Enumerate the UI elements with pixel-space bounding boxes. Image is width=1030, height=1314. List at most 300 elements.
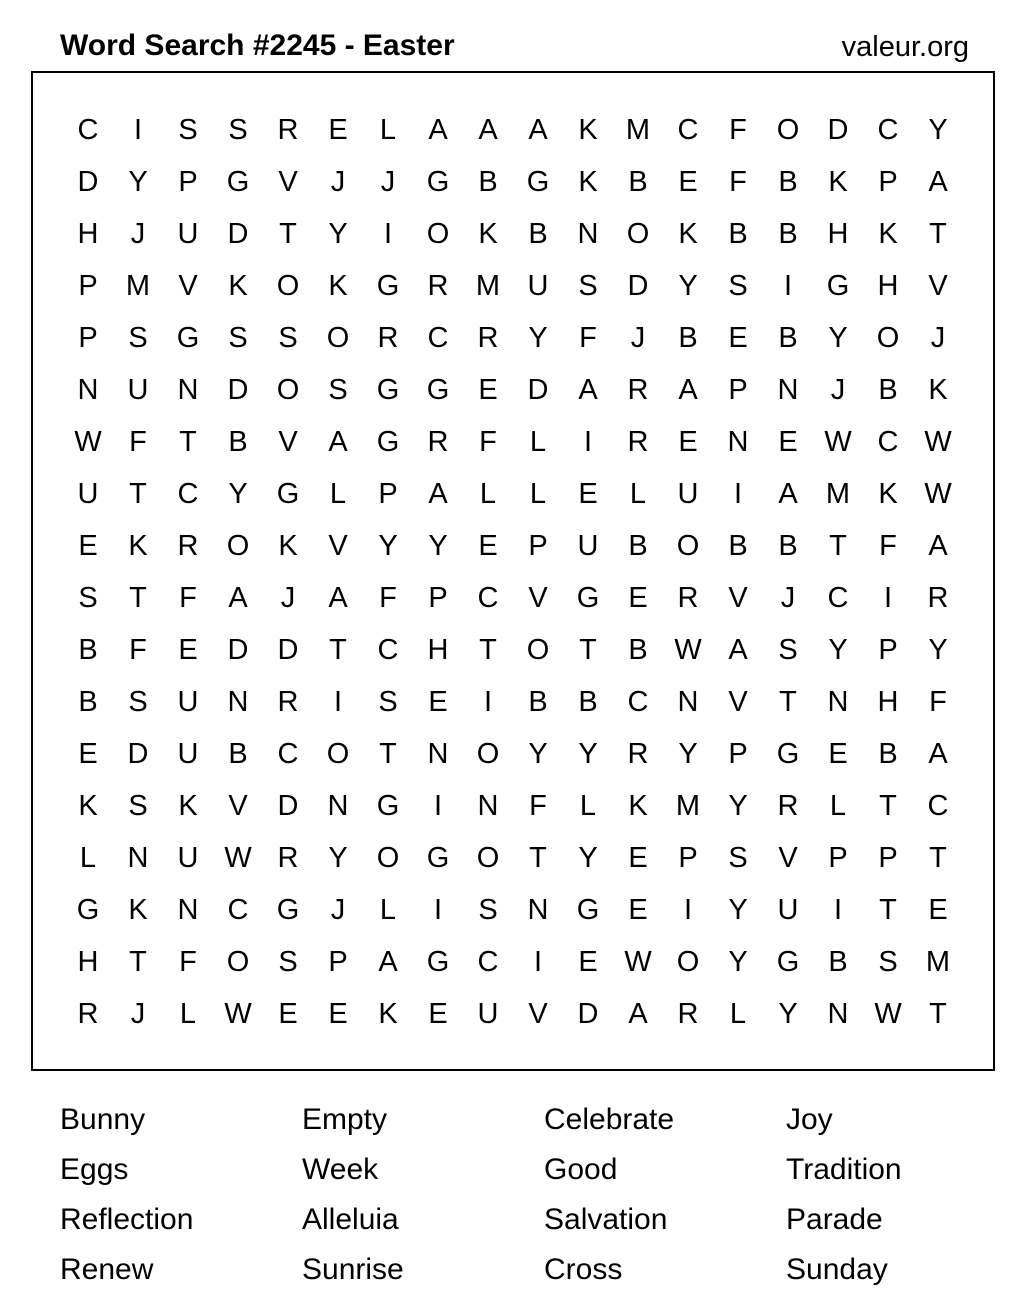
grid-letter: Y — [328, 841, 348, 874]
grid-letter: K — [78, 789, 98, 822]
grid-letter: W — [924, 477, 952, 510]
grid-letter: K — [328, 269, 348, 302]
grid-letter: M — [925, 945, 951, 978]
grid-letter: Y — [528, 321, 548, 354]
grid-letter: R — [427, 425, 449, 458]
grid-letter: D — [277, 633, 299, 666]
grid-letter: P — [378, 477, 398, 510]
grid-letter: G — [576, 581, 600, 614]
word-list-item: Renew — [60, 1253, 154, 1286]
grid-letter: T — [379, 737, 397, 770]
grid-letter: N — [177, 373, 199, 406]
grid-letter: H — [827, 217, 849, 250]
grid-letter: U — [177, 217, 199, 250]
grid-letter: A — [728, 633, 748, 666]
grid-letter: G — [226, 165, 250, 198]
grid-letter: E — [178, 633, 198, 666]
grid-letter: C — [427, 321, 449, 354]
grid-letter: Y — [828, 321, 848, 354]
grid-letter: A — [428, 113, 448, 146]
grid-letter: K — [278, 529, 298, 562]
grid-letter: E — [328, 113, 348, 146]
grid-letter: J — [130, 217, 146, 250]
grid-letter: U — [677, 477, 699, 510]
grid-letter: H — [427, 633, 449, 666]
grid-letter: G — [176, 321, 200, 354]
grid-letter: L — [829, 789, 847, 822]
grid-letter: T — [129, 477, 147, 510]
grid-letter: T — [129, 581, 147, 614]
grid-letter: Y — [678, 737, 698, 770]
grid-letter: U — [177, 841, 199, 874]
grid-letter: J — [830, 373, 846, 406]
grid-letter: C — [477, 945, 499, 978]
grid-letter: R — [477, 321, 499, 354]
grid-letter: T — [129, 945, 147, 978]
grid-letter: O — [376, 841, 400, 874]
grid-letter: O — [226, 529, 250, 562]
grid-letter: O — [426, 217, 450, 250]
grid-letter: G — [526, 165, 550, 198]
grid-letter: O — [676, 529, 700, 562]
grid-letter: O — [276, 373, 300, 406]
grid-letter: J — [130, 997, 146, 1030]
grid-letter: A — [528, 113, 548, 146]
grid-letter: I — [483, 685, 493, 718]
grid-letter: H — [877, 685, 899, 718]
grid-letter: V — [528, 581, 548, 614]
grid-letter: E — [628, 841, 648, 874]
grid-letter: K — [678, 217, 698, 250]
grid-letter: J — [780, 581, 796, 614]
grid-letter: S — [78, 581, 98, 614]
grid-letter: K — [628, 789, 648, 822]
grid-letter: B — [628, 165, 648, 198]
grid-letter: Y — [928, 633, 948, 666]
grid-letter: T — [579, 633, 597, 666]
grid-letter: R — [927, 581, 949, 614]
grid-letter: A — [578, 373, 598, 406]
grid-letter: F — [179, 581, 197, 614]
grid-letter: W — [74, 425, 102, 458]
grid-letter: C — [827, 581, 849, 614]
grid-letter: W — [824, 425, 852, 458]
grid-letter: I — [683, 893, 693, 926]
grid-letter: V — [178, 269, 198, 302]
grid-letter: V — [728, 685, 748, 718]
grid-letter: Y — [728, 945, 748, 978]
grid-letter: T — [279, 217, 297, 250]
grid-letter: R — [77, 997, 99, 1030]
grid-letter: E — [78, 529, 98, 562]
grid-letter: G — [776, 737, 800, 770]
grid-letter: G — [426, 841, 450, 874]
grid-letter: U — [177, 685, 199, 718]
grid-letter: O — [476, 737, 500, 770]
grid-letter: P — [878, 165, 898, 198]
grid-letter: D — [527, 373, 549, 406]
grid-letter: Y — [728, 893, 748, 926]
grid-letter: S — [478, 893, 498, 926]
grid-letter: B — [878, 373, 898, 406]
grid-letter: S — [728, 269, 748, 302]
grid-letter: P — [828, 841, 848, 874]
grid-letter: V — [278, 425, 298, 458]
grid-letter: K — [378, 997, 398, 1030]
grid-letter: B — [578, 685, 598, 718]
grid-letter: M — [625, 113, 651, 146]
grid-letter: A — [928, 737, 948, 770]
grid-letter: Y — [228, 477, 248, 510]
grid-letter: S — [778, 633, 798, 666]
grid-letter: B — [678, 321, 698, 354]
grid-letter: I — [383, 217, 393, 250]
grid-letter: U — [477, 997, 499, 1030]
grid-letter: R — [377, 321, 399, 354]
grid-letter: R — [277, 113, 299, 146]
grid-letter: J — [380, 165, 396, 198]
grid-letter: A — [928, 165, 948, 198]
grid-letter: I — [833, 893, 843, 926]
grid-letter: B — [528, 217, 548, 250]
word-list-item: Celebrate — [544, 1103, 675, 1136]
grid-letter: C — [77, 113, 99, 146]
grid-letter: O — [626, 217, 650, 250]
grid-letter: E — [78, 737, 98, 770]
grid-letter: B — [728, 217, 748, 250]
grid-letter: T — [179, 425, 197, 458]
word-list-item: Tradition — [786, 1153, 902, 1186]
grid-letter: N — [427, 737, 449, 770]
grid-letter: U — [177, 737, 199, 770]
grid-letter: P — [328, 945, 348, 978]
grid-letter: K — [178, 789, 198, 822]
grid-letter: F — [579, 321, 597, 354]
grid-letter: N — [327, 789, 349, 822]
grid-letter: D — [227, 373, 249, 406]
grid-letter: B — [778, 529, 798, 562]
grid-letter: U — [577, 529, 599, 562]
word-list-item: Eggs — [60, 1153, 129, 1186]
grid-letter: L — [179, 997, 197, 1030]
grid-letter: N — [577, 217, 599, 250]
grid-letter: B — [778, 165, 798, 198]
grid-letter: B — [228, 737, 248, 770]
grid-letter: E — [928, 893, 948, 926]
grid-letter: Y — [378, 529, 398, 562]
grid-letter: W — [224, 997, 252, 1030]
grid-letter: I — [733, 477, 743, 510]
grid-letter: E — [628, 581, 648, 614]
grid-letter: K — [828, 165, 848, 198]
grid-letter: N — [677, 685, 699, 718]
grid-letter: P — [878, 633, 898, 666]
grid-letter: I — [433, 789, 443, 822]
grid-letter: Y — [428, 529, 448, 562]
grid-letter: O — [226, 945, 250, 978]
grid-letter: P — [178, 165, 198, 198]
grid-letter: C — [227, 893, 249, 926]
grid-letter: H — [77, 217, 99, 250]
grid-letter: N — [127, 841, 149, 874]
word-list-item: Week — [302, 1153, 379, 1186]
grid-letter: S — [728, 841, 748, 874]
word-list-item: Sunrise — [302, 1253, 404, 1286]
grid-letter: C — [927, 789, 949, 822]
grid-letter: S — [878, 945, 898, 978]
grid-letter: P — [728, 737, 748, 770]
grid-letter: L — [379, 113, 397, 146]
grid-letter: I — [333, 685, 343, 718]
grid-letter: F — [179, 945, 197, 978]
grid-letter: N — [477, 789, 499, 822]
word-list-item: Bunny — [60, 1103, 146, 1136]
grid-letter: Y — [928, 113, 948, 146]
grid-letter: G — [426, 945, 450, 978]
grid-letter: F — [529, 789, 547, 822]
grid-letter: V — [728, 581, 748, 614]
grid-letter: D — [277, 789, 299, 822]
grid-letter: P — [428, 581, 448, 614]
site-name: valeur.org — [841, 31, 969, 63]
grid-letter: T — [929, 217, 947, 250]
grid-letter: B — [778, 217, 798, 250]
grid-letter: R — [427, 269, 449, 302]
grid-letter: E — [728, 321, 748, 354]
grid-letter: B — [528, 685, 548, 718]
grid-letter: P — [728, 373, 748, 406]
word-list-item: Reflection — [60, 1203, 194, 1236]
grid-letter: G — [376, 269, 400, 302]
grid-letter: D — [827, 113, 849, 146]
grid-letter: A — [778, 477, 798, 510]
grid-letter: O — [526, 633, 550, 666]
grid-letter: I — [583, 425, 593, 458]
grid-letter: O — [326, 737, 350, 770]
grid-letter: R — [627, 737, 649, 770]
word-list-item: Parade — [786, 1203, 883, 1236]
grid-letter: G — [276, 477, 300, 510]
grid-letter: E — [278, 997, 298, 1030]
grid-letter: C — [627, 685, 649, 718]
grid-letter: L — [329, 477, 347, 510]
grid-letter: I — [883, 581, 893, 614]
grid-letter: S — [228, 113, 248, 146]
grid-letter: F — [479, 425, 497, 458]
grid-letter: H — [877, 269, 899, 302]
grid-letter: P — [528, 529, 548, 562]
grid-letter: B — [78, 685, 98, 718]
grid-letter: A — [928, 529, 948, 562]
grid-letter: Y — [778, 997, 798, 1030]
grid-letter: V — [278, 165, 298, 198]
grid-letter: G — [576, 893, 600, 926]
grid-letter: S — [278, 321, 298, 354]
grid-letter: N — [527, 893, 549, 926]
grid-letter: A — [428, 477, 448, 510]
grid-letter: O — [276, 269, 300, 302]
grid-letter: K — [578, 113, 598, 146]
grid-letter: E — [478, 373, 498, 406]
grid-letter: K — [478, 217, 498, 250]
grid-letter: T — [879, 789, 897, 822]
grid-letter: E — [628, 893, 648, 926]
grid-letter: D — [227, 217, 249, 250]
grid-letter: S — [128, 685, 148, 718]
grid-letter: T — [829, 529, 847, 562]
grid-letter: J — [280, 581, 296, 614]
grid-letter: E — [578, 945, 598, 978]
grid-letter: L — [729, 997, 747, 1030]
grid-letter: S — [178, 113, 198, 146]
grid-letter: L — [579, 789, 597, 822]
grid-letter: A — [228, 581, 248, 614]
grid-letter: G — [376, 373, 400, 406]
word-list-item: Sunday — [786, 1253, 888, 1286]
grid-letter: G — [426, 373, 450, 406]
grid-letter: W — [874, 997, 902, 1030]
grid-letter: M — [675, 789, 701, 822]
grid-letter: E — [328, 997, 348, 1030]
grid-letter: C — [277, 737, 299, 770]
grid-letter: F — [729, 165, 747, 198]
word-list-item: Alleluia — [302, 1203, 399, 1236]
grid-letter: L — [629, 477, 647, 510]
grid-letter: Y — [578, 841, 598, 874]
grid-letter: N — [777, 373, 799, 406]
grid-letter: D — [577, 997, 599, 1030]
grid-letter: G — [276, 893, 300, 926]
grid-letter: A — [328, 581, 348, 614]
grid-letter: G — [826, 269, 850, 302]
grid-letter: G — [426, 165, 450, 198]
grid-letter: B — [478, 165, 498, 198]
word-list-item: Joy — [786, 1103, 833, 1136]
grid-letter: S — [128, 321, 148, 354]
grid-letter: V — [228, 789, 248, 822]
grid-letter: L — [79, 841, 97, 874]
grid-letter: F — [879, 529, 897, 562]
grid-letter: P — [878, 841, 898, 874]
grid-letter: V — [778, 841, 798, 874]
grid-letter: R — [277, 685, 299, 718]
grid-letter: S — [578, 269, 598, 302]
grid-letter: N — [727, 425, 749, 458]
grid-letter: D — [127, 737, 149, 770]
grid-letter: P — [678, 841, 698, 874]
grid-letter: C — [477, 581, 499, 614]
grid-letter: S — [278, 945, 298, 978]
grid-letter: F — [929, 685, 947, 718]
grid-letter: L — [529, 425, 547, 458]
grid-letter: E — [478, 529, 498, 562]
grid-letter: O — [876, 321, 900, 354]
grid-letter: R — [777, 789, 799, 822]
grid-letter: B — [778, 321, 798, 354]
grid-letter: I — [133, 113, 143, 146]
word-list — [60, 1095, 1028, 1295]
grid-letter: R — [627, 373, 649, 406]
grid-letter: T — [529, 841, 547, 874]
grid-letter: T — [929, 841, 947, 874]
grid-letter: Y — [728, 789, 748, 822]
grid-letter: P — [78, 321, 98, 354]
grid-letter: S — [328, 373, 348, 406]
page-title: Word Search #2245 - Easter — [60, 29, 455, 62]
grid-letter: F — [729, 113, 747, 146]
grid-letter: L — [479, 477, 497, 510]
grid-letter: K — [128, 529, 148, 562]
grid-letter: C — [177, 477, 199, 510]
grid-letter: W — [624, 945, 652, 978]
grid-letter: T — [779, 685, 797, 718]
grid-letter: G — [376, 789, 400, 822]
grid-letter: S — [228, 321, 248, 354]
grid-letter: W — [224, 841, 252, 874]
grid-letter: U — [127, 373, 149, 406]
grid-letter: N — [77, 373, 99, 406]
grid-letter: R — [627, 425, 649, 458]
grid-letter: T — [929, 997, 947, 1030]
grid-letter: M — [475, 269, 501, 302]
grid-letter: K — [128, 893, 148, 926]
grid-letter: D — [627, 269, 649, 302]
grid-letter: T — [329, 633, 347, 666]
grid-letter: K — [228, 269, 248, 302]
word-list-item: Cross — [544, 1253, 623, 1286]
word-list-item: Empty — [302, 1103, 388, 1136]
grid-letter: B — [628, 633, 648, 666]
grid-letter: E — [678, 425, 698, 458]
grid-letter: J — [330, 165, 346, 198]
grid-letter: W — [924, 425, 952, 458]
grid-letter: D — [77, 165, 99, 198]
grid-letter: V — [928, 269, 948, 302]
grid-letter: K — [878, 477, 898, 510]
grid-letter: Y — [328, 217, 348, 250]
grid-letter: O — [476, 841, 500, 874]
grid-letter: C — [877, 425, 899, 458]
grid-letter: E — [428, 685, 448, 718]
grid-letter: I — [783, 269, 793, 302]
grid-letter: U — [527, 269, 549, 302]
grid-letter: A — [628, 997, 648, 1030]
grid-letter: N — [177, 893, 199, 926]
grid-letter: E — [578, 477, 598, 510]
grid-letter: R — [277, 841, 299, 874]
grid-letter: B — [228, 425, 248, 458]
grid-letter: A — [378, 945, 398, 978]
grid-letter: C — [677, 113, 699, 146]
grid-letter: Y — [828, 633, 848, 666]
grid-letter: O — [776, 113, 800, 146]
grid-letter: R — [677, 997, 699, 1030]
grid-letter: N — [827, 685, 849, 718]
grid-letter: M — [125, 269, 151, 302]
grid-letter: I — [433, 893, 443, 926]
grid-letter: S — [128, 789, 148, 822]
grid-letter: H — [77, 945, 99, 978]
grid-letter: B — [728, 529, 748, 562]
grid-letter: E — [828, 737, 848, 770]
grid-letter: A — [678, 373, 698, 406]
grid-letter: V — [328, 529, 348, 562]
grid-letter: R — [677, 581, 699, 614]
grid-letter: W — [674, 633, 702, 666]
grid-letter: T — [879, 893, 897, 926]
grid-letter: G — [76, 893, 100, 926]
grid-letter: Y — [678, 269, 698, 302]
